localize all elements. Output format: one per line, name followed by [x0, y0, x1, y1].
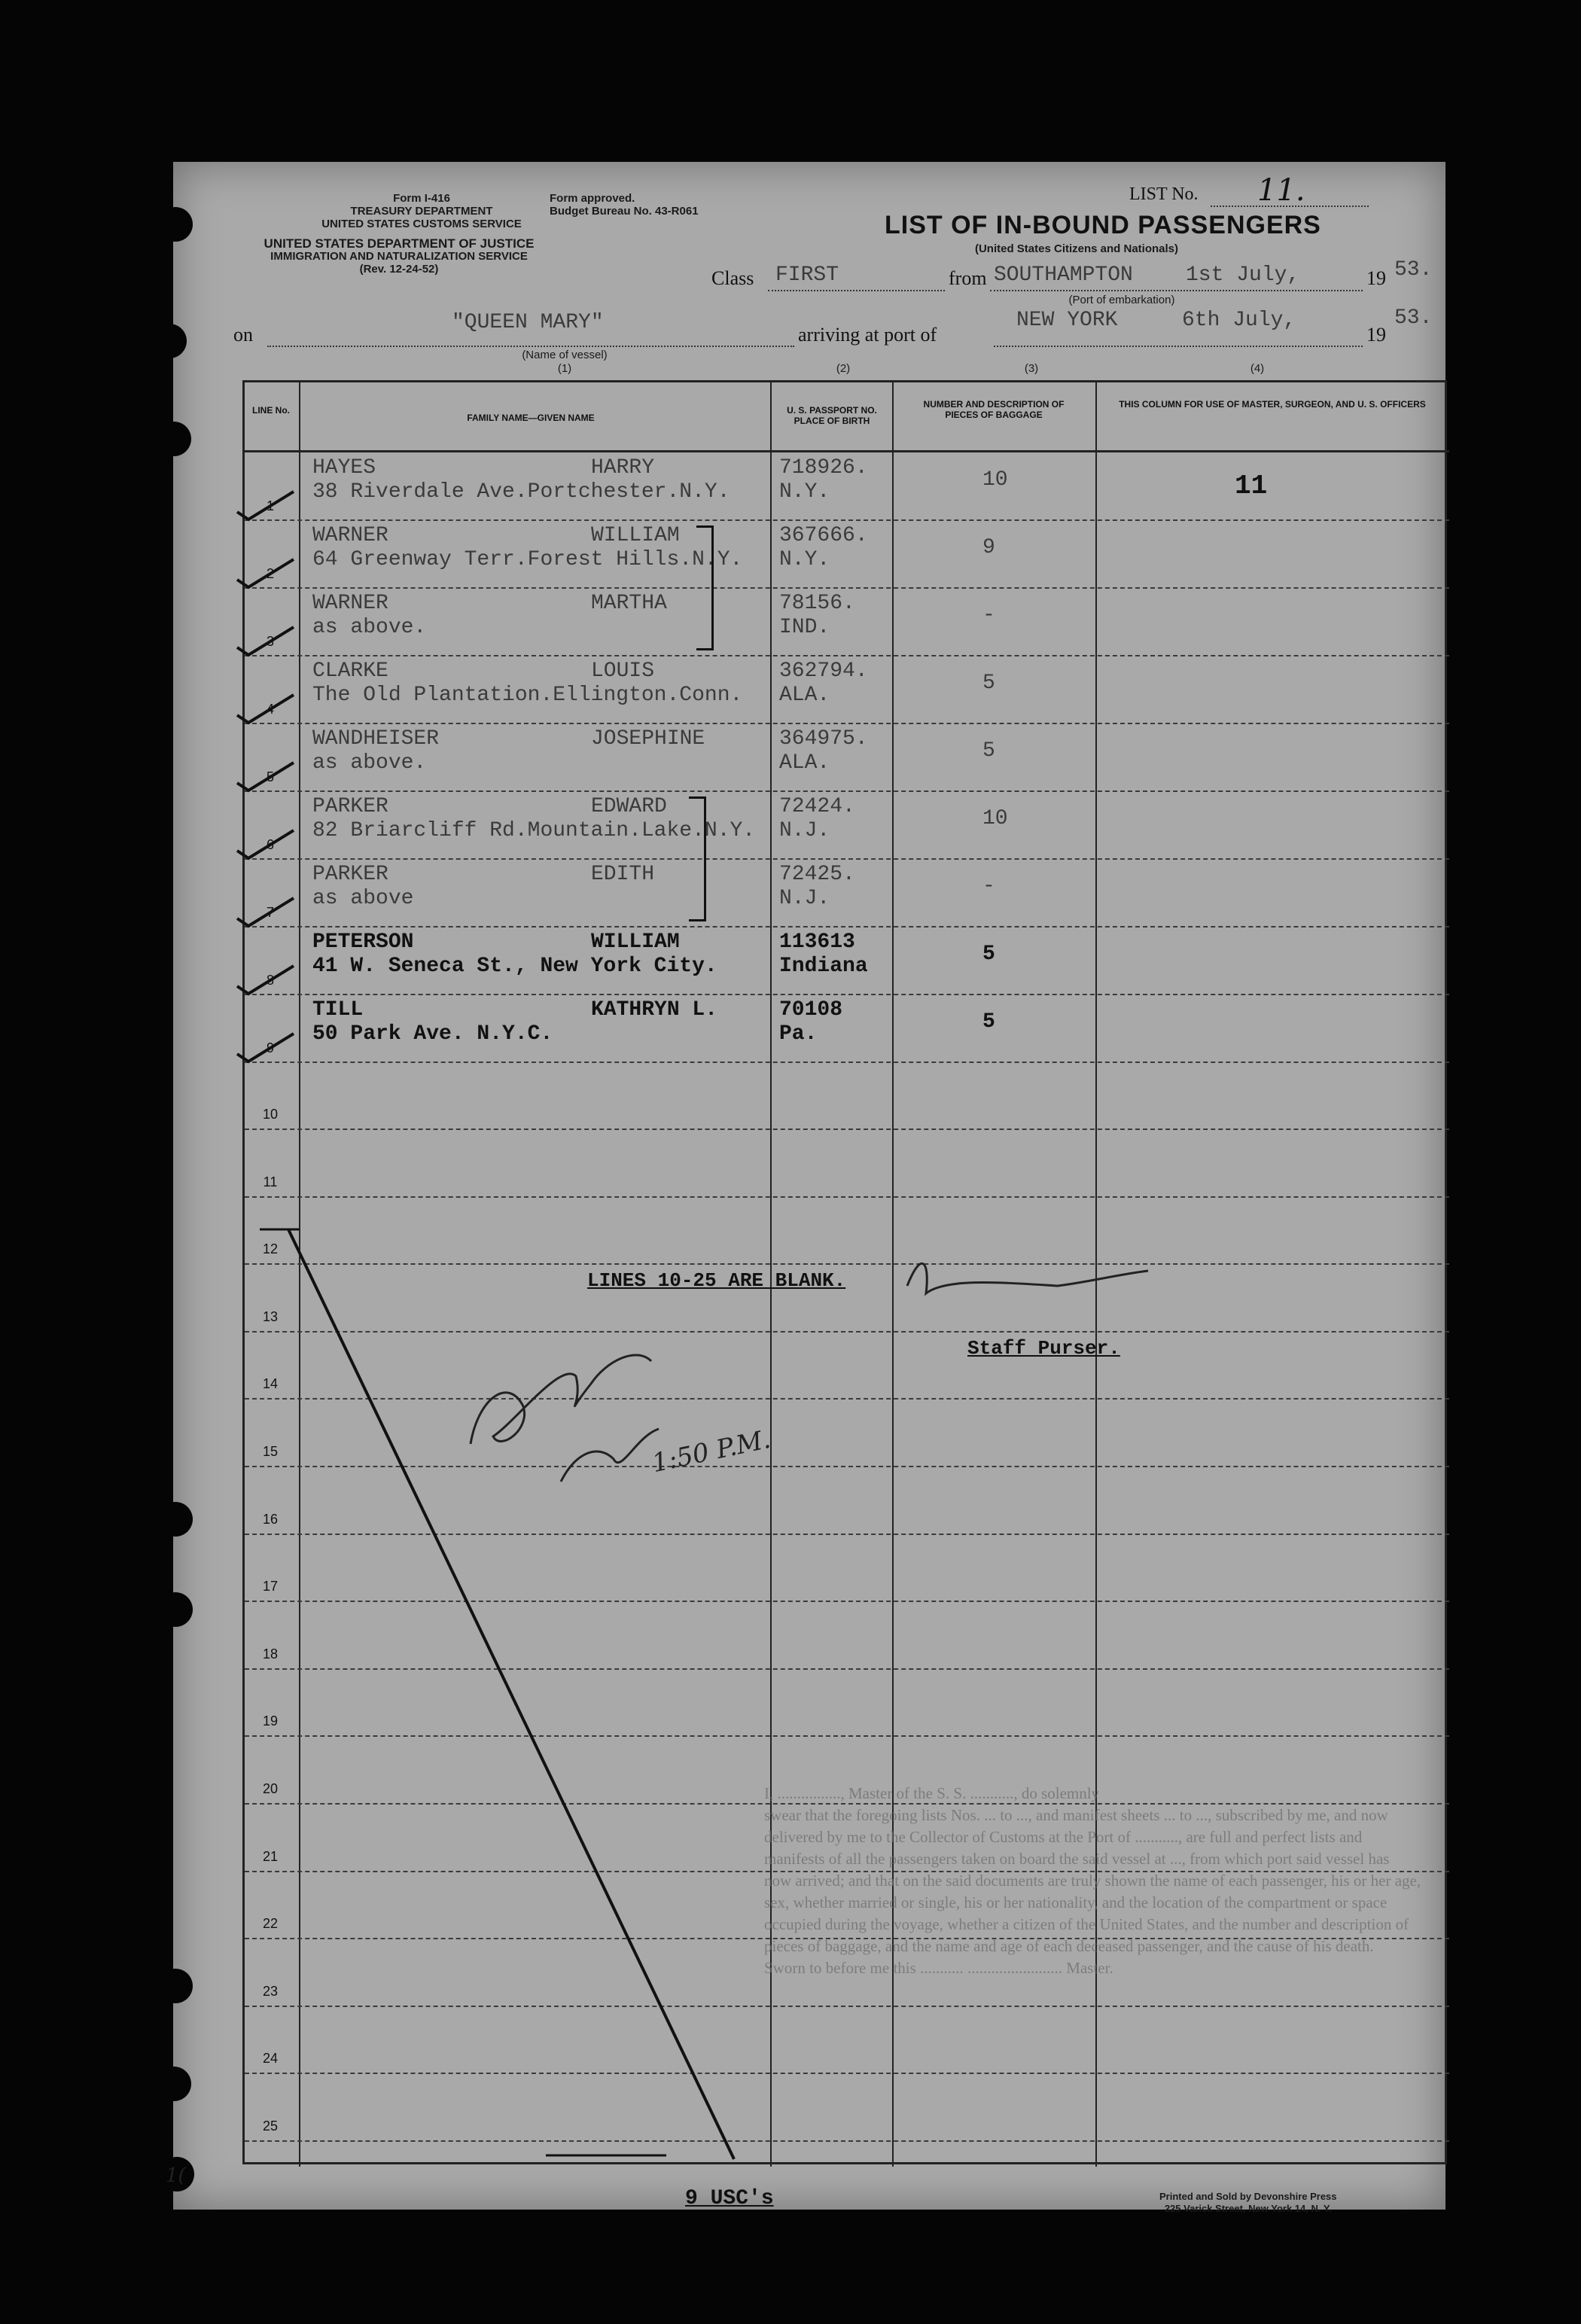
customs-service: UNITED STATES CUSTOMS SERVICE [321, 218, 522, 230]
header-line-no: LINE No. [252, 405, 290, 416]
form-approval [550, 192, 775, 218]
class-value: FIRST [775, 263, 839, 287]
line-number: 22 [262, 1916, 279, 1932]
printer-line-1: Printed and Sold by Devonshire Press [1159, 2191, 1337, 2202]
address: 38 Riverdale Ave.Portchester.N.Y. [312, 480, 730, 504]
punch-hole [158, 207, 193, 242]
line-number: 10 [262, 1107, 279, 1122]
col-number-3: (3) [1024, 362, 1039, 375]
oath-line: manifests of all the passengers taken on board the said vessel at ..., from which port said vessel has [764, 1850, 1390, 1868]
arriving-year: 53. [1394, 306, 1433, 330]
place-of-birth: Indiana [779, 955, 868, 978]
col-number-4: (4) [1250, 362, 1265, 375]
class-line [768, 290, 945, 291]
family-name: CLARKE [312, 659, 388, 683]
punch-hole [152, 324, 187, 358]
place-of-birth: ALA. [779, 684, 830, 707]
printer-line-2: 225 Varick Street, New York 14, N. Y. [1164, 2203, 1332, 2214]
ins-service: IMMIGRATION AND NATURALIZATION SERVICE [270, 250, 528, 263]
given-name: WILLIAM [591, 931, 680, 954]
family-name: HAYES [312, 456, 376, 480]
family-name: PARKER [312, 863, 388, 886]
line-number: 24 [262, 2051, 279, 2067]
line-number: 5 [266, 769, 274, 784]
line-number: 15 [262, 1444, 279, 1459]
staff-purser: Staff Purser. [967, 1337, 1120, 1360]
place-of-birth: N.Y. [779, 548, 830, 571]
budget-bureau: Budget Bureau No. 43-R061 [550, 205, 699, 218]
baggage-count: 9 [982, 536, 995, 559]
header-officers: THIS COLUMN FOR USE OF MASTER, SURGEON, AND U. S. OFFICERS [1119, 399, 1426, 410]
line-number: 14 [262, 1376, 279, 1392]
page-title: LIST OF IN-BOUND PASSENGERS [885, 211, 1321, 239]
passport-number: 113613 [779, 931, 855, 954]
arriving-line [994, 346, 1363, 347]
header-name: FAMILY NAME—GIVEN NAME [467, 413, 595, 423]
family-name: PETERSON [312, 931, 414, 954]
arriving-year-prefix: 19 [1366, 324, 1386, 346]
address: as above. [312, 751, 427, 775]
punch-hole [158, 1502, 193, 1537]
oath-line: I, ................, Master of the S. S. ..........., do solemnly [764, 1784, 1100, 1802]
handwritten-timestamp: 1:50 P.M. [649, 1424, 773, 1479]
passport-number: 718926. [779, 456, 868, 480]
oath-line: swear that the foregoing lists Nos. ... to ..., and manifest sheets ... to ..., subscribed by me, and now [764, 1806, 1388, 1824]
given-name: LOUIS [591, 659, 655, 683]
printer-credit [1159, 2191, 1337, 2215]
baggage-count: 10 [982, 807, 1008, 830]
class-label: Class [711, 267, 754, 289]
line-number: 8 [266, 973, 274, 988]
total-passengers: 9 USC's [685, 2187, 774, 2210]
line-number: 4 [266, 702, 274, 717]
blank-lines-note: LINES 10-25 ARE BLANK. [587, 1269, 846, 1292]
page-subtitle: (United States Citizens and Nationals) [974, 242, 1179, 255]
given-name: EDWARD [591, 795, 667, 818]
given-name: WILLIAM [591, 524, 680, 547]
revision-date: (Rev. 12-24-52) [359, 263, 439, 276]
oath-line: sex, whether married or single, his or her nationality, and the location of the compartment or space [764, 1893, 1388, 1911]
header-passport: U. S. PASSPORT NO. PLACE OF BIRTH [787, 405, 877, 426]
baggage-count: 5 [982, 739, 995, 763]
from-year: 53. [1394, 258, 1433, 282]
line-number: 7 [266, 905, 274, 920]
oath-line: Sworn to before me this ........... ........................ Master. [764, 1959, 1113, 1977]
passport-number: 72424. [779, 795, 855, 818]
passport-number: 364975. [779, 727, 868, 751]
col-number-1: (1) [557, 362, 572, 375]
passport-number: 78156. [779, 592, 855, 615]
punch-hole [157, 422, 191, 456]
line-number: 17 [262, 1579, 279, 1595]
address: 50 Park Ave. N.Y.C. [312, 1022, 553, 1046]
place-of-birth: N.Y. [779, 480, 830, 504]
passenger-table [242, 380, 1447, 2164]
punch-hole [158, 1969, 193, 2003]
vessel-caption: (Name of vessel) [522, 349, 608, 361]
baggage-count: - [982, 875, 995, 898]
justice-block [233, 237, 565, 276]
given-name: HARRY [591, 456, 655, 480]
vessel-line [267, 346, 794, 347]
oath-line: now arrived; and that on the said documents are truly shown the name of each passenger, his or her age, [764, 1872, 1421, 1890]
on-label: on [233, 324, 253, 346]
given-name: EDITH [591, 863, 655, 886]
line-number: 19 [262, 1713, 279, 1729]
line-number: 1 [266, 498, 274, 513]
address: 64 Greenway Terr.Forest Hills.N.Y. [312, 548, 743, 571]
from-line [990, 290, 1363, 291]
from-date: 1st July, [1186, 263, 1300, 287]
oath-block [764, 1783, 1442, 1979]
family-name: WARNER [312, 524, 388, 547]
vessel-name: "QUEEN MARY" [452, 311, 604, 334]
family-name: WARNER [312, 592, 388, 615]
justice-department: UNITED STATES DEPARTMENT OF JUSTICE [264, 236, 535, 251]
line-number: 16 [262, 1511, 279, 1527]
form-number: Form I-416 [393, 192, 450, 205]
line-number: 9 [266, 1040, 274, 1055]
passport-number: 362794. [779, 659, 868, 683]
passport-number: 70108 [779, 998, 843, 1022]
form-approved: Form approved. [550, 192, 635, 205]
margin-mark: 1( [166, 2164, 186, 2187]
baggage-count: 10 [982, 468, 1008, 492]
line-number: 20 [262, 1781, 279, 1796]
address: The Old Plantation.Ellington.Conn. [312, 684, 743, 707]
officer-count: 11 [1235, 471, 1268, 501]
line-number: 25 [262, 2118, 279, 2134]
col-number-2: (2) [836, 362, 851, 375]
oath-text [764, 1783, 1442, 1979]
line-number: 12 [262, 1241, 279, 1257]
given-name: MARTHA [591, 592, 667, 615]
given-name: KATHRYN L. [591, 998, 718, 1022]
baggage-count: - [982, 604, 995, 627]
from-port: SOUTHAMPTON [994, 263, 1133, 287]
address: as above [312, 887, 414, 910]
passport-number: 72425. [779, 863, 855, 886]
punch-hole [157, 2067, 191, 2101]
address: as above. [312, 616, 427, 639]
line-number: 23 [262, 1983, 279, 1999]
family-name: WANDHEISER [312, 727, 440, 751]
arriving-port: NEW YORK [1016, 309, 1118, 332]
passport-number: 367666. [779, 524, 868, 547]
place-of-birth: N.J. [779, 887, 830, 910]
baggage-count: 5 [982, 672, 995, 695]
list-number-value: 11. [1257, 173, 1305, 208]
oath-line: delivered by me to the Collector of Customs at the Port of ..........., are full and perfect lists and [764, 1828, 1363, 1846]
punch-hole [158, 1592, 193, 1627]
arriving-date: 6th July, [1182, 309, 1296, 332]
line-number: 3 [266, 634, 274, 649]
port-embarkation-caption: (Port of embarkation) [1068, 294, 1175, 306]
baggage-count: 5 [982, 943, 995, 966]
place-of-birth: IND. [779, 616, 830, 639]
treasury-department: TREASURY DEPARTMENT [350, 205, 493, 218]
address: 41 W. Seneca St., New York City. [312, 955, 717, 978]
line-number: 13 [262, 1308, 279, 1324]
oath-line: pieces of baggage, and the name and age of each deceased passenger, and the cause of his death. [764, 1937, 1374, 1955]
place-of-birth: N.J. [779, 819, 830, 842]
oath-line: occupied during the voyage, whether a citizen of the United States, and the number and description of [764, 1915, 1409, 1933]
line-number: 21 [262, 1848, 279, 1864]
header-baggage: NUMBER AND DESCRIPTION OF PIECES OF BAGGAGE [923, 399, 1065, 420]
arriving-label: arriving at port of [798, 324, 937, 346]
family-name: PARKER [312, 795, 388, 818]
baggage-count: 5 [982, 1010, 995, 1034]
family-name: TILL [312, 998, 364, 1022]
form-agency-block [309, 192, 535, 230]
year-prefix: 19 [1366, 267, 1386, 289]
given-name: JOSEPHINE [591, 727, 705, 751]
line-number: 2 [266, 566, 274, 581]
from-label: from [949, 267, 987, 289]
place-of-birth: Pa. [779, 1022, 818, 1046]
list-number-label: LIST No. [1129, 184, 1199, 204]
address: 82 Briarcliff Rd.Mountain.Lake.N.Y. [312, 819, 756, 842]
line-number: 18 [262, 1646, 279, 1662]
line-number: 6 [266, 837, 274, 852]
place-of-birth: ALA. [779, 751, 830, 775]
document-page [166, 162, 1445, 2214]
line-number: 11 [263, 1174, 278, 1189]
